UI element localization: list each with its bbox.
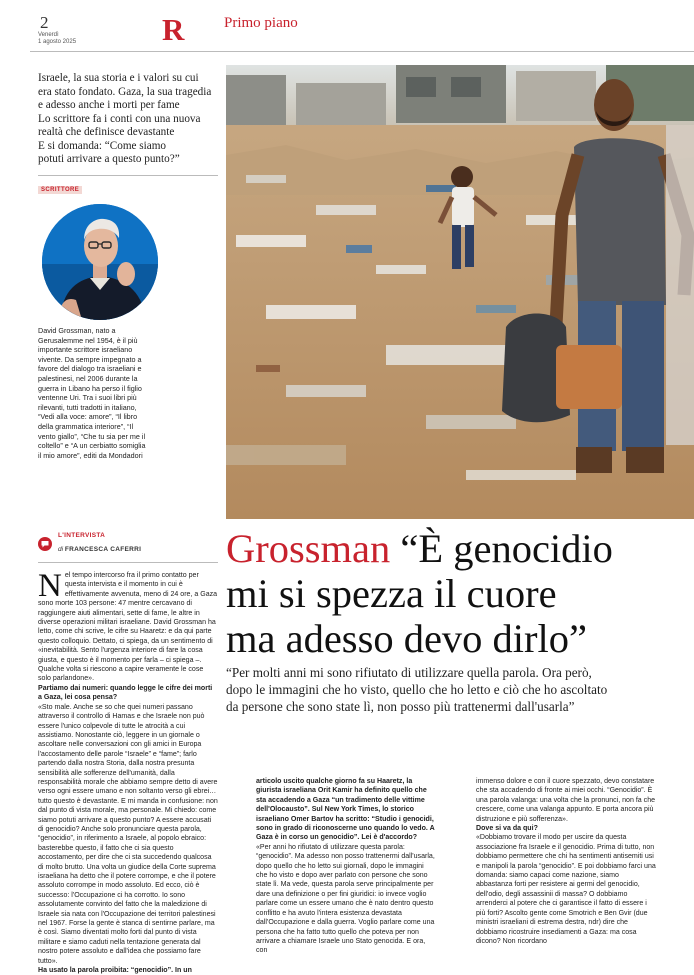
bio-line: importante scrittore israeliano xyxy=(38,345,133,355)
bio-line: favore del dialogo tra israeliani e xyxy=(38,364,142,374)
article-column-1 xyxy=(38,568,218,975)
summary-box xyxy=(38,72,218,167)
headline xyxy=(226,526,686,661)
interview-tag: L'INTERVISTA xyxy=(58,532,106,539)
standfirst-line: da persone che sono state lì, non posso più trattenermi dall'usarla” xyxy=(226,699,575,714)
page-date-value: 1 agosto 2025 xyxy=(38,39,77,45)
summary-line: e adesso anche i morti per fame xyxy=(38,99,180,111)
standfirst xyxy=(226,664,676,715)
header-divider xyxy=(30,51,694,52)
article-paragraph: el tempo intercorso fra il primo contatto per questa intervista e il momento in cui è effettivamente avvenuta, meno di 24 ore, a Gaza sono morte 103 persone: 47 mentre cercavano di raggiungere aiuti alimentari, sette di fame, le altre in diverse operazioni militari israeliane. David Grossman ha letto, come chi scrive, le cifre su Haaretz: e da qui parte questo colloquio. Dettato, ci spiega, da un sentimento di «inevitabilità. Sento l'urgenza interiore di fare la cosa giusta, e questo è il momento per farla – ci spiega –. Qualche volta si riescono a capire veramente le cose solo parlandone». xyxy=(38,572,218,683)
article-paragraph: «Per anni ho rifiutato di utilizzare questa parola: “genocidio”. Ma adesso non posso trattenermi dall'usarla, dopo quello che ho letto sui giornali, dopo le immagini che ho visto e dopo aver parlato con persone che sono state lì. Ma vede, questa parola serve principalmente per dare una definizione o per fini giuridici: io invece voglio parlare come un essere umano che è nato dentro questo conflitto e ha avuto l'intera esistenza devastata dall'Occupazione e dalla guerra. Voglio parlare come una persona che ha fatto tutto quello che poteva per non arrivare a chiamare Israele uno Stato genocida. E ora, con xyxy=(256,843,435,955)
article-column-3 xyxy=(476,777,656,946)
bio-line: ventenne Uri. Tra i suoi libri più xyxy=(38,393,137,403)
speech-bubble-glyph xyxy=(38,537,52,551)
interview-question: Ha usato la parola proibita: “genocidio”. In un xyxy=(38,967,192,975)
interview-question: Dove si va da qui? xyxy=(476,825,538,833)
page-number: 2 xyxy=(40,13,49,32)
bio-line: “Vedi alla voce: amore”, “Il libro xyxy=(38,412,138,422)
portrait-illustration xyxy=(42,204,158,320)
headline-line-2: mi si spezza il cuore xyxy=(226,571,557,616)
bio-line: David Grossman, nato a xyxy=(38,326,116,335)
main-photo xyxy=(226,65,694,519)
summary-line: Lo scrittore fa i conti con una nuova xyxy=(38,112,201,125)
summary-line: realtà che definisce devastante xyxy=(38,126,175,138)
bio-line: della grammatica interiore”, “Il xyxy=(38,421,134,431)
interview-question: Partiamo dai numeri: quando legge le cifre dei morti a Gaza, lei cosa pensa? xyxy=(38,684,213,702)
newspaper-logo: R xyxy=(162,12,184,47)
section-title: Primo piano xyxy=(224,15,298,31)
writer-tag: SCRITTORE xyxy=(38,186,82,194)
byline-author: FRANCESCA CAFERRI xyxy=(64,546,142,553)
bio-line: coltello” e “A un cerbiatto somiglia xyxy=(38,441,146,451)
bio-line: il mio amore”, editi da Mondadori xyxy=(38,450,143,460)
bio-line: vento giallo”, “Che tu sia per me il xyxy=(38,431,146,441)
bio-line: vivente. Da sempre impegnato a xyxy=(38,354,142,364)
standfirst-line: dopo le immagini che ho visto, quello che ho letto e ciò che ho ascoltato xyxy=(226,682,608,697)
bio-line: palestinesi, nel 2006 durante la xyxy=(38,373,138,383)
article-paragraph: «Dobbiamo trovare il modo per uscire da questa associazione fra Israele e il genocidio. Prima di tutto, non dobbiamo permettere che chi ha sentimenti antisemiti usi e manipoli la parola “genocidio”. E poi dobbiamo farci una domanda: siamo capaci come nazione, siamo abbastanza forti per resistere ai germi del genocidio, dell'odio, degli assassinii di massa? O dobbiamo arrenderci al potere che ci garantisce il fatto di essere i più forti? Ascolto gente come Smotrich e Ben Gvir (due ministri israeliani di estrema destra, ndr) dire che dobbiamo ricostruire insediamenti a Gaza: ma cosa dicono? Non ricordano xyxy=(476,834,656,945)
drop-cap: N xyxy=(38,568,62,604)
author-bio xyxy=(38,326,218,460)
speech-bubble-icon xyxy=(38,537,52,551)
article-paragraph: immenso dolore e con il cuore spezzato, devo constatare che sta accadendo di fronte ai miei occhi. “Genocidio”. È una parola valanga: una volta che la pronunci, non fa che crescere, come una valanga appunto. E porta ancora più distruzione e più sofferenza». xyxy=(476,778,656,823)
page-day: Venerdì xyxy=(38,32,59,38)
standfirst-line: “Per molti anni mi sono rifiutato di utilizzare quella parola. Ora però, xyxy=(226,665,592,680)
photo-gaza-scene xyxy=(226,65,694,519)
bio-line: Gerusalemme nel 1954, è il più xyxy=(38,335,138,345)
page-date xyxy=(38,32,76,46)
bio-line: guerra in Libano ha perso il figlio xyxy=(38,383,142,393)
headline-line-1 xyxy=(226,526,686,571)
bio-line: rilevanti, tutti tradotti in italiano, xyxy=(38,402,137,412)
summary-divider xyxy=(38,175,218,176)
summary-line: era stato fondato. Gaza, la sua tragedia xyxy=(38,85,212,98)
interview-question: articolo uscito qualche giorno fa su Haaretz, la giurista israeliana Orit Kamir ha definito quello che sta accadendo a Gaza “un tradimento delle vittime dell'Olocausto”. Sul New York Times, lo storico israeliano Omer Bartov ha scritto: “Studio i genocidi, sono in grado di riconoscerne uno quando lo vedo. A Gaza è in corso un genocidio”. Lei è d'accordo? xyxy=(256,778,435,842)
summary-line: Israele, la sua storia e i valori su cui xyxy=(38,72,199,84)
byline xyxy=(58,546,141,553)
article-column-2 xyxy=(256,777,436,956)
byline-divider xyxy=(38,562,218,563)
summary-line: E si domanda: “Come siamo xyxy=(38,139,167,152)
article-paragraph: «Sto male. Anche se so che quei numeri passano attraverso il controllo di Hamas e che Israele non può essere l'unico colpevole di tutte le atrocità a cui assistiamo. Nonostante ciò, leggere in un giornale o ascoltare nelle conversazioni con gli amici in Europa l'accostamento delle parole “Israele” e “fame”; farlo partendo dalla nostra Storia, dalla nostra presunta sensibilità alle sofferenze dell'umanità, dalla responsabilità morale che abbiamo sempre detto di avere verso ogni essere umano e non soltanto verso gli ebrei… tutto questo è devastante. E mi manda in confusione: non dal punto di vista morale, ma personale. Mi chiedo: come siamo potuti arrivare a questo punto? A essere accusati di genocidio? Anche solo pronunciare questa parola, “genocidio”, in riferimento a Israele, al popolo ebraico: basterebbe questo, il fatto che ci sia questo accostamento, per dire che ci sta succedendo qualcosa di molto brutto. Una volta un giudice della Corte suprema israeliana ha detto che il potere corrompe, e che il potere assoluto corrompe in modo assoluto. Ed ecco, ciò è successo: l'Occupazione ci ha corrotto. Io sono assolutamente convinto del fatto che la maledizione di Israele sia nata con l'Occupazione dei territori palestinesi nel 1967. Forse la gente è stanca di sentirne parlare, ma è così. Siamo diventati molto forti dal punto di vista militare e siamo caduti nella tentazione generata dal nostro potere assoluto e dall'idea che possiamo fare tutto». xyxy=(38,703,218,965)
headline-line-1-rest: “È genocidio xyxy=(390,526,613,571)
headline-line-3: ma adesso devo dirlo” xyxy=(226,616,588,661)
author-portrait xyxy=(42,204,158,320)
byline-prefix: di xyxy=(58,546,64,553)
headline-name: Grossman xyxy=(226,526,391,571)
summary-line: potuti arrivare a questo punto?” xyxy=(38,153,180,165)
